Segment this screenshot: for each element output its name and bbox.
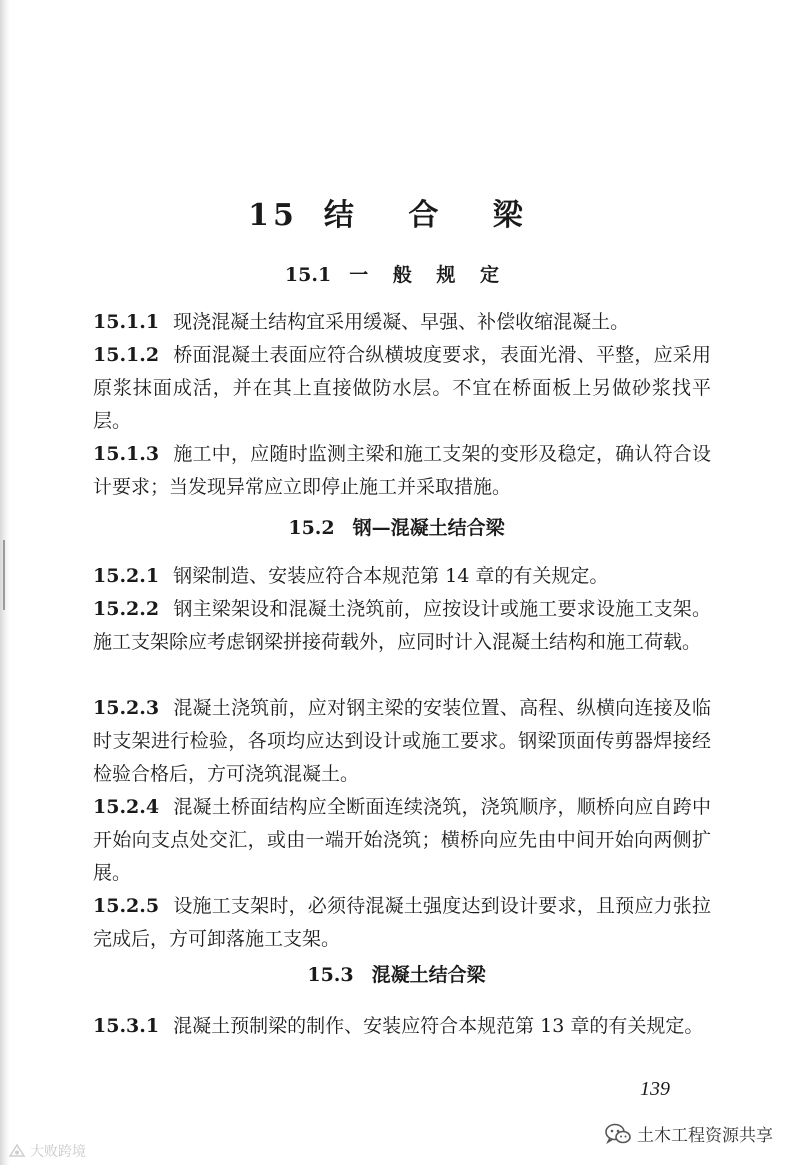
chapter-number: 15 — [248, 198, 298, 233]
watermark-left-text: 大败跨境 — [30, 1144, 86, 1160]
clause — [93, 692, 711, 791]
section-number: 15.1 — [284, 264, 332, 286]
section-heading — [0, 513, 793, 540]
section-title: 混凝土结合梁 — [371, 964, 486, 986]
section-number: 15.3 — [307, 964, 354, 986]
clause-text: 钢主梁架设和混凝土浇筑前，应按设计或施工要求设施工支架。施工支架除应考虑钢梁拼接荷载外，应同时计入混凝土结构和施工荷载。 — [93, 598, 711, 653]
clause-number: 15.1.1 — [93, 311, 160, 333]
clause-number: 15.2.5 — [93, 895, 160, 917]
clause-number: 15.2.1 — [93, 565, 160, 587]
section-number: 15.2 — [288, 517, 335, 539]
clause-text: 施工中，应随时监测主梁和施工支架的变形及稳定，确认符合设计要求；当发现异常应立即停止施工并采取措施。 — [93, 443, 711, 498]
clause-text: 钢梁制造、安装应符合本规范第 14 章的有关规定。 — [173, 565, 609, 587]
clause-number: 15.2.2 — [93, 598, 160, 620]
clause — [93, 438, 711, 504]
page-number: 139 — [640, 1078, 670, 1100]
watermark-brand — [8, 1141, 86, 1161]
chapter-title — [0, 190, 793, 234]
clause-text: 设施工支架时，必须待混凝土强度达到设计要求，且预应力张拉完成后，方可卸落施工支架。 — [93, 895, 711, 950]
wechat-icon — [605, 1123, 631, 1145]
section-heading — [0, 260, 793, 287]
clause — [93, 306, 711, 339]
clause-text: 桥面混凝土表面应符合纵横坡度要求，表面光滑、平整，应采用原浆抹面成活，并在其上直接做防水层。不宜在桥面板上另做砂浆找平层。 — [93, 344, 711, 432]
page-binding-edge — [0, 0, 10, 1165]
clause — [93, 791, 711, 890]
watermark-wechat — [605, 1121, 773, 1146]
clause-number: 15.1.2 — [93, 344, 160, 366]
section-heading — [0, 960, 793, 987]
clause — [93, 890, 711, 956]
clause — [93, 560, 711, 593]
watermark-right-text: 土木工程资源共享 — [637, 1126, 773, 1146]
clause — [93, 593, 711, 659]
clause-number: 15.2.4 — [93, 796, 160, 818]
clause-text: 混凝土预制梁的制作、安装应符合本规范第 13 章的有关规定。 — [173, 1015, 704, 1037]
clause-text: 现浇混凝土结构宜采用缓凝、早强、补偿收缩混凝土。 — [173, 311, 630, 333]
clause-number: 15.3.1 — [93, 1015, 160, 1037]
clause-text: 混凝土桥面结构应全断面连续浇筑，浇筑顺序，顺桥向应自跨中开始向支点处交汇，或由一端开始浇筑；横桥向应先由中间开始向两侧扩展。 — [93, 796, 711, 884]
section-title: 一 般 规 定 — [349, 264, 509, 286]
clause-number: 15.2.3 — [93, 697, 160, 719]
clause-number: 15.1.3 — [93, 443, 160, 465]
clause-text: 混凝土浇筑前，应对钢主梁的安装位置、高程、纵横向连接及临时支架进行检验，各项均应达到设计或施工要求。钢梁顶面传剪器焊接经检验合格后，方可浇筑混凝土。 — [93, 697, 711, 785]
chapter-name: 结 合 梁 — [323, 198, 545, 233]
clause — [93, 1010, 711, 1043]
clause — [93, 339, 711, 438]
brand-icon — [8, 1143, 26, 1159]
section-title: 钢—混凝土结合梁 — [352, 517, 505, 539]
